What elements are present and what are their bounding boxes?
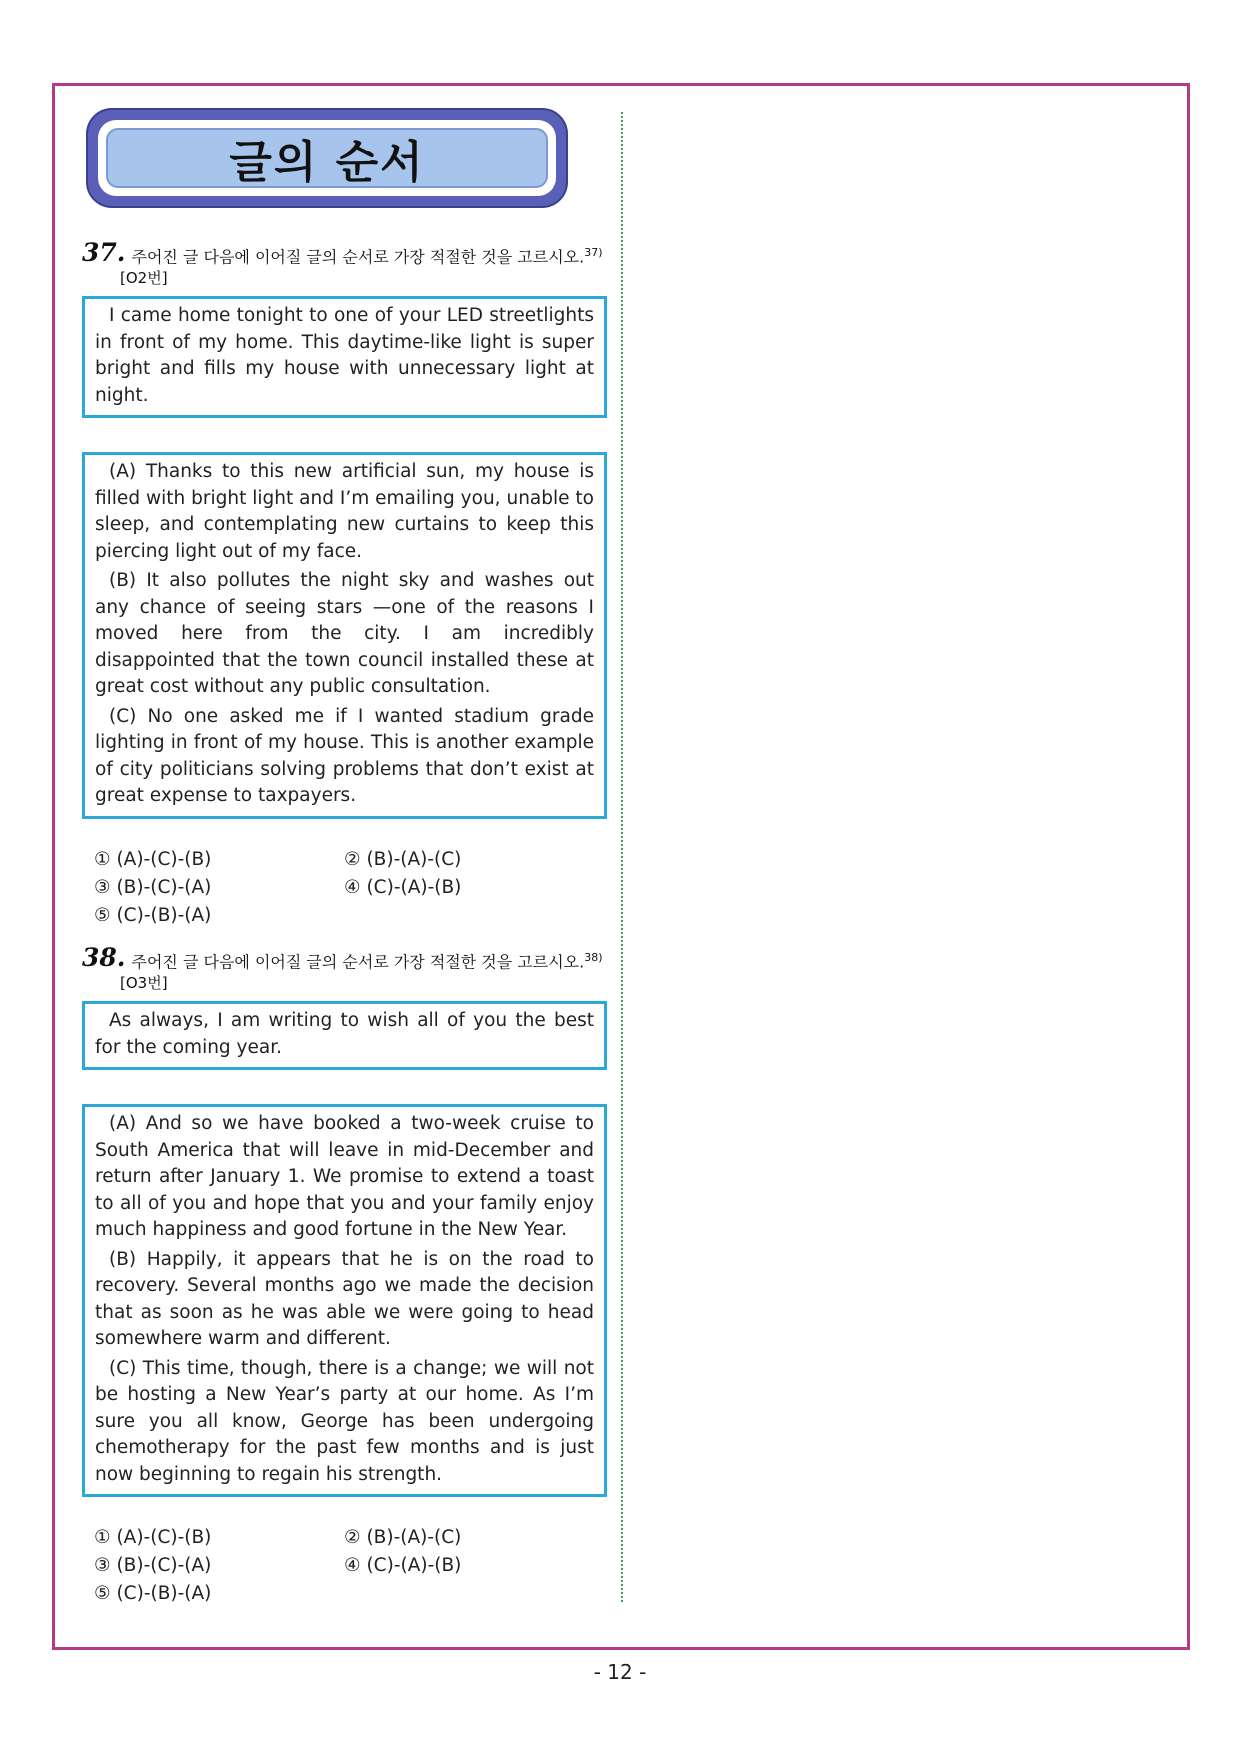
question-number: 37. (82, 238, 126, 267)
choice-2[interactable]: ② (B)-(A)-(C) (344, 1527, 462, 1549)
choice-5[interactable]: ⑤ (C)-(B)-(A) (94, 904, 212, 926)
choice-2[interactable]: ② (B)-(A)-(C) (344, 848, 462, 870)
given-passage-box (82, 1001, 607, 1070)
given-passage-box (82, 296, 607, 418)
page-number: - 12 - (593, 1660, 647, 1684)
paragraph-c: (C) This time, though, there is a change; we will not be hosting a New Year’s party at our home. As I’m sure you all know, George has been undergoing chemotherapy for the past few months and is just now beginning to regain his strength. (95, 1357, 594, 1485)
paragraph-a: (A) And so we have booked a two-week cruise to South America that will leave in mid-December and return after January 1. We promise to extend a toast to all of you and hope that you and your family enjoy much happiness and good fortune in the New Year. (95, 1113, 594, 1241)
choice-1[interactable]: ① (A)-(C)-(B) (94, 1527, 212, 1549)
choice-5[interactable]: ⑤ (C)-(B)-(A) (94, 1583, 212, 1605)
question-number: 38. (82, 943, 126, 972)
given-passage: As always, I am writing to wish all of you the best for the coming year. (95, 1010, 594, 1058)
choice-4[interactable]: ④ (C)-(A)-(B) (344, 876, 462, 898)
question-tag: [O2번] (120, 269, 168, 288)
choice-1[interactable]: ① (A)-(C)-(B) (94, 848, 212, 870)
question-tag: [O3번] (120, 974, 168, 993)
section-title: 글의 순서 (229, 137, 425, 188)
answer-choices (94, 1525, 607, 1607)
paragraphs-box (82, 1104, 607, 1497)
question-prompt: 주어진 글 다음에 이어질 글의 순서로 가장 적절한 것을 고르시오.$^{38)}$ (131, 951, 603, 972)
paragraph-b: (B) Happily, it appears that he is on the road to recovery. Several months ago we made the decision that as soon as he was able we were going to head somewhere warm and different. (95, 1248, 594, 1350)
paragraph-c: (C) No one asked me if I wanted stadium grade lighting in front of my house. This is another example of city politicians solving problems that don’t exist at great expense to taxpayers. (95, 705, 594, 807)
section-title-badge (86, 108, 568, 208)
question-38 (82, 945, 607, 1607)
question-37 (82, 240, 607, 929)
question-prompt: 주어진 글 다음에 이어질 글의 순서로 가장 적절한 것을 고르시오.$^{37)}$ (131, 246, 603, 267)
paragraph-b: (B) It also pollutes the night sky and washes out any chance of seeing stars —one of the reasons I moved here from the city. I am incredibly disappointed that the town council installed these at great cost without any public consultation. (95, 570, 594, 698)
given-passage: I came home tonight to one of your LED streetlights in front of my home. This daytime-like light is super bright and fills my house with unnecessary light at night. (95, 305, 594, 406)
answer-choices (94, 847, 607, 929)
paragraphs-box (82, 452, 607, 819)
choice-3[interactable]: ③ (B)-(C)-(A) (94, 1555, 212, 1577)
column-divider (621, 112, 623, 1602)
choice-3[interactable]: ③ (B)-(C)-(A) (94, 876, 212, 898)
footnote-ref: 38) (584, 951, 603, 964)
footnote-ref: 37) (584, 246, 603, 259)
paragraph-a: (A) Thanks to this new artificial sun, my house is filled with bright light and I’m emailing you, unable to sleep, and contemplating new curtains to keep this piercing light out of my face. (95, 461, 594, 562)
choice-4[interactable]: ④ (C)-(A)-(B) (344, 1555, 462, 1577)
